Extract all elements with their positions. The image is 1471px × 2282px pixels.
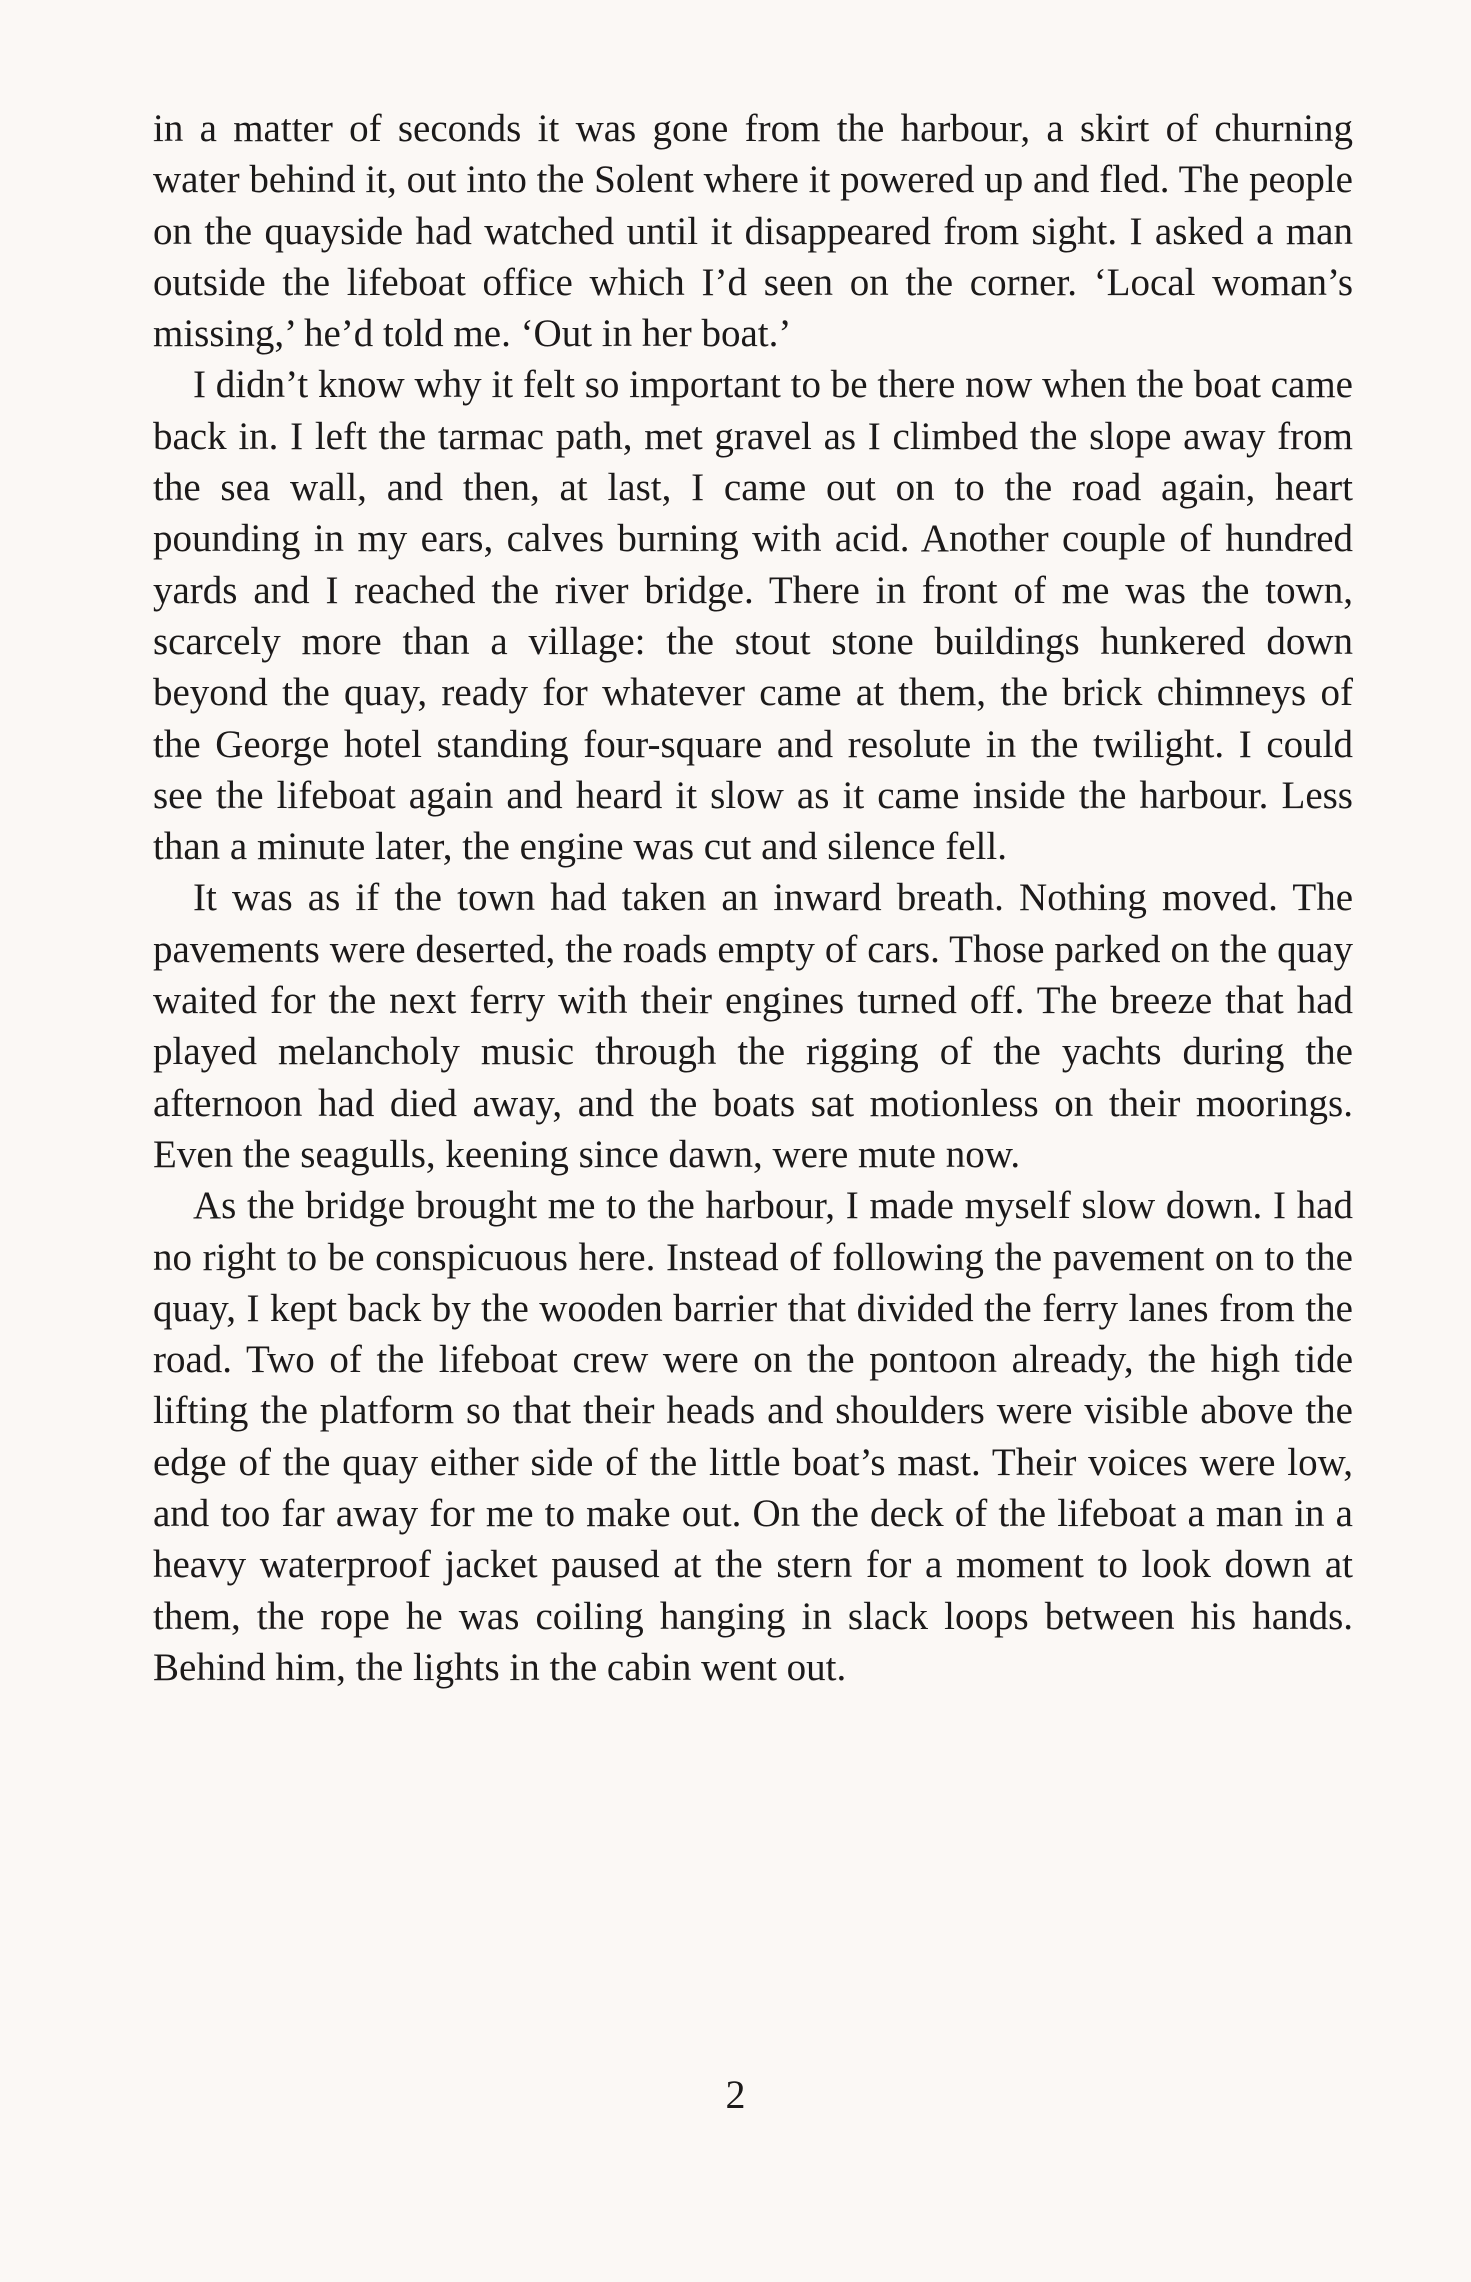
body-text [153,103,1353,1693]
paragraph-3: It was as if the town had taken an inward breath. Nothing moved. The pavements were deserted, the roads empty of cars. Those parked on the quay waited for the next ferry with their engines turned off. The breeze that had played melancholy music through the rigging of the yachts during the afternoon had died away, and the boats sat motionless on their moorings. Even the seagulls, keening since dawn, were mute now. [153,876,1353,1176]
page-number: 2 [725,2072,746,2117]
paragraph-4: As the bridge brought me to the harbour, I made myself slow down. I had no right to be conspicuous here. Instead of following the pavement on to the quay, I kept back by the wooden barrier that divided the ferry lanes from the road. Two of the lifeboat crew were on the pontoon already, the high tide lifting the platform so that their heads and shoulders were visible above the edge of the quay either side of the little boat’s mast. Their voices were low, and too far away for me to make out. On the deck of the lifeboat a man in a heavy waterproof jacket paused at the stern for a moment to look down at them, the rope he was coiling hanging in slack loops between his hands. Behind him, the lights in the cabin went out. [153,1184,1353,1689]
paragraph-2: I didn’t know why it felt so important to be there now when the boat came back in. I left the tarmac path, met gravel as I climbed the slope away from the sea wall, and then, at last, I came out on to the road again, heart pounding in my ears, calves burning with acid. Another couple of hundred yards and I reached the river bridge. There in front of me was the town, scarcely more than a village: the stout stone buildings hunkered down beyond the quay, ready for whatever came at them, the brick chimneys of the George hotel standing four-square and resolute in the twilight. I could see the lifeboat again and heard it slow as it came inside the harbour. Less than a minute later, the engine was cut and silence fell. [153,363,1353,869]
paragraph-1: in a matter of seconds it was gone from the harbour, a skirt of churning water behind it, out into the Solent where it powered up and fled. The people on the quayside had watched until it disappeared from sight. I asked a man outside the lifeboat office which I’d seen on the corner. ‘Local woman’s missing,’ he’d told me. ‘Out in her boat.’ [153,107,1353,356]
